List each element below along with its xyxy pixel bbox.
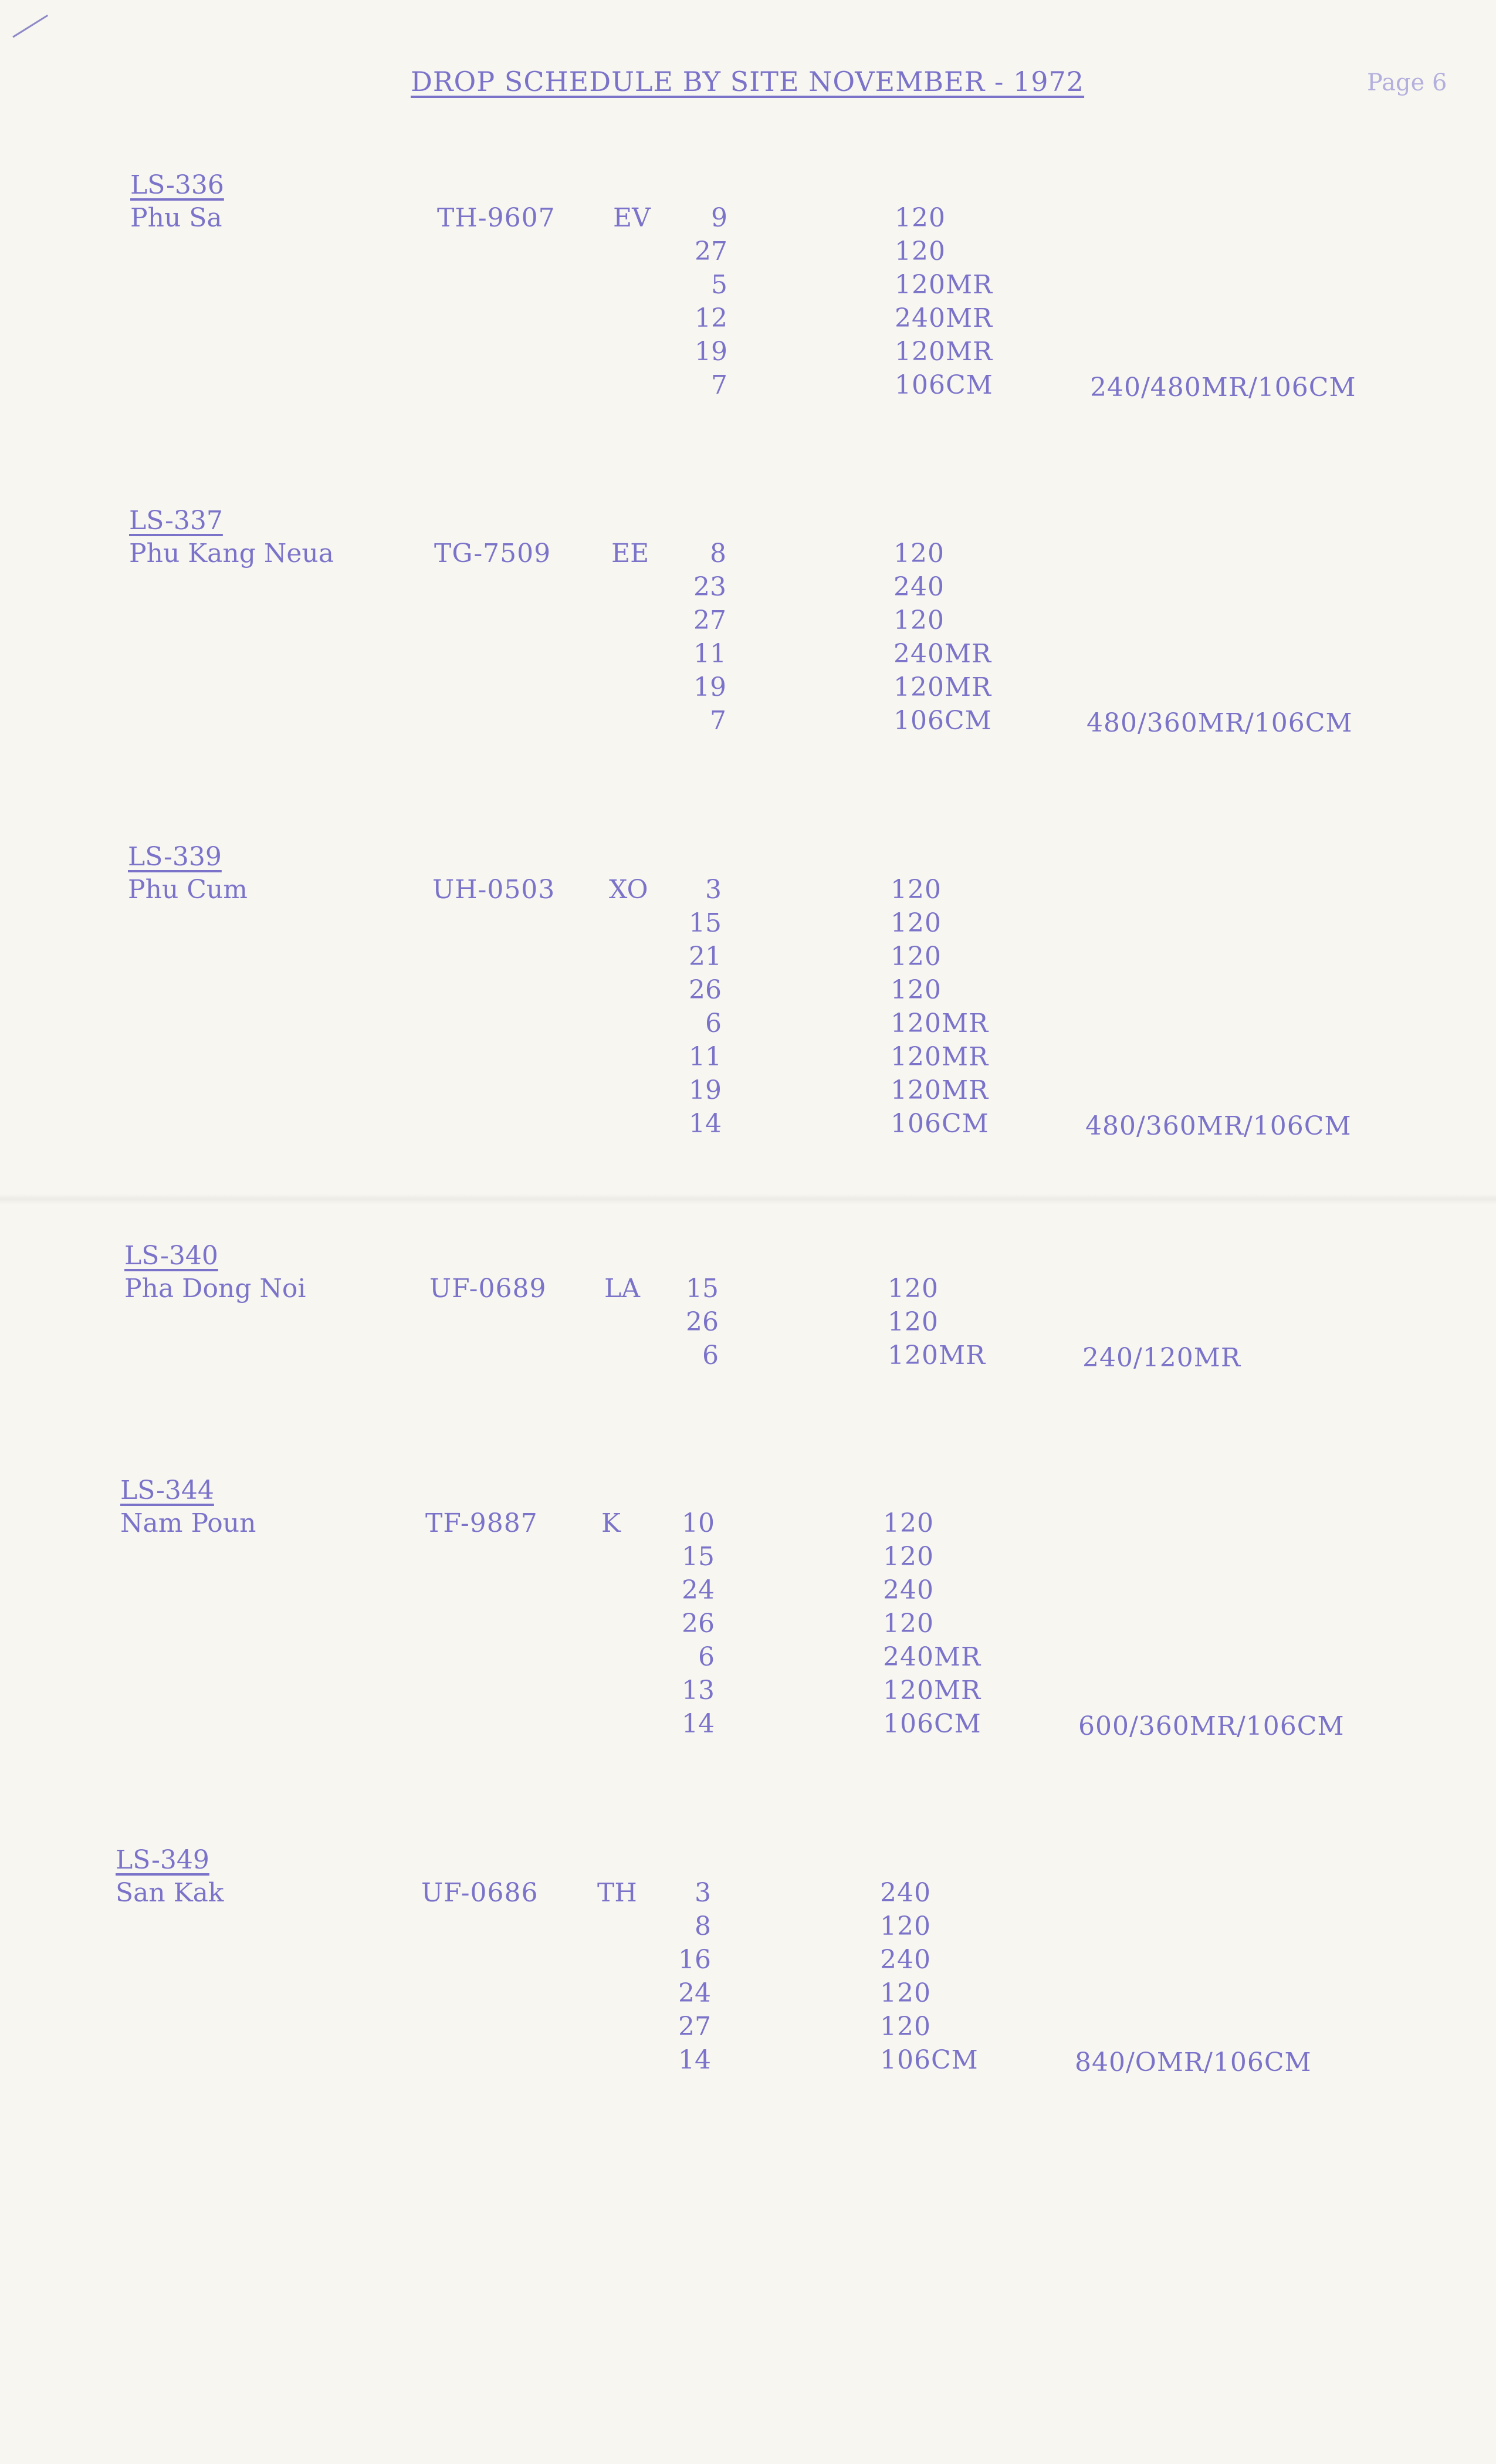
drop-quantity: 120: [880, 2012, 931, 2042]
drop-day: 9: [711, 203, 727, 233]
site-total: 480/360MR/106CM: [1085, 1111, 1352, 1141]
drop-day: 13: [682, 1676, 715, 1705]
drop-quantity: 120: [888, 1274, 939, 1304]
site-coordinates: UF-0686: [421, 1878, 539, 1908]
drop-row: [129, 706, 1496, 739]
drop-quantity: 120MR: [893, 672, 992, 702]
drop-day: 26: [686, 1307, 719, 1337]
drop-row: [128, 1008, 1496, 1042]
drop-quantity: 240MR: [883, 1642, 981, 1672]
site-name: San Kak: [116, 1878, 224, 1908]
drop-row: [130, 337, 1496, 370]
site-id: LS-337: [129, 506, 223, 536]
site-total: 240/120MR: [1082, 1343, 1241, 1373]
drop-quantity: 120MR: [891, 1042, 989, 1072]
drop-row: [129, 572, 1496, 605]
drop-day: 14: [682, 1709, 715, 1739]
drop-quantity: 120MR: [891, 1008, 989, 1038]
drop-row: [124, 1307, 1496, 1341]
drop-row: [128, 875, 1496, 908]
drop-day: 27: [678, 2012, 711, 2042]
drop-row: [116, 2012, 1496, 2045]
drop-row: [116, 1945, 1496, 1978]
drop-row: [120, 1676, 1496, 1709]
drop-row: [128, 975, 1496, 1008]
drop-quantity: 240: [880, 1945, 931, 1975]
drop-day: 8: [710, 539, 726, 568]
drop-row: [130, 370, 1496, 404]
drop-row: [128, 1109, 1496, 1142]
drop-row: [129, 539, 1496, 572]
drop-day: 6: [702, 1341, 719, 1370]
pen-mark: [0, 0, 48, 38]
drop-row: [130, 303, 1496, 337]
drop-day: 14: [689, 1109, 722, 1139]
drop-row: [116, 2045, 1496, 2079]
drop-quantity: 120: [891, 875, 942, 905]
drop-day: 16: [678, 1945, 711, 1975]
drop-quantity: 106CM: [893, 706, 992, 736]
site-total: 240/480MR/106CM: [1090, 373, 1356, 402]
drop-quantity: 120: [895, 203, 946, 233]
site-coordinates: UH-0503: [432, 875, 556, 905]
drop-row: [130, 236, 1496, 270]
site-total: 840/OMR/106CM: [1075, 2047, 1312, 2077]
site-coordinates: TH-9607: [437, 203, 556, 233]
drop-quantity: 120: [895, 236, 946, 266]
drop-quantity: 240MR: [895, 303, 993, 333]
site-id: LS-336: [130, 170, 224, 200]
drop-quantity: 120: [883, 1508, 934, 1538]
drop-row: [120, 1642, 1496, 1676]
drop-day: 14: [678, 2045, 711, 2075]
drop-quantity: 106CM: [895, 370, 993, 400]
site-code: XO: [609, 875, 648, 905]
drop-quantity: 240: [883, 1575, 934, 1605]
drop-quantity: 106CM: [891, 1109, 989, 1139]
paper-fold: [0, 1194, 1496, 1204]
drop-quantity: 106CM: [883, 1709, 981, 1739]
drop-day: 27: [693, 605, 726, 635]
site-coordinates: TF-9887: [425, 1508, 538, 1538]
drop-row: [129, 639, 1496, 672]
drop-row: [128, 908, 1496, 942]
drop-quantity: 120: [883, 1542, 934, 1572]
drop-day: 19: [689, 1075, 722, 1105]
drop-row: [128, 942, 1496, 975]
drop-quantity: 240: [893, 572, 945, 602]
site-name: Phu Cum: [128, 875, 248, 905]
site-coordinates: TG-7509: [434, 539, 551, 568]
site-coordinates: UF-0689: [429, 1274, 547, 1304]
drop-row: [129, 605, 1496, 639]
site-name: Phu Kang Neua: [129, 539, 334, 568]
drop-day: 15: [686, 1274, 719, 1304]
drop-day: 8: [695, 1911, 711, 1941]
drop-day: 3: [705, 875, 722, 905]
drop-day: 11: [693, 639, 726, 669]
drop-day: 26: [689, 975, 722, 1005]
drop-quantity: 120: [883, 1609, 934, 1639]
drop-row: [129, 672, 1496, 706]
drop-day: 12: [695, 303, 727, 333]
site-total: 480/360MR/106CM: [1087, 708, 1353, 738]
drop-day: 10: [682, 1508, 715, 1538]
site-code: EE: [611, 539, 649, 568]
drop-day: 24: [682, 1575, 715, 1605]
site-code: K: [601, 1508, 621, 1538]
drop-day: 11: [689, 1042, 722, 1072]
site-code: EV: [613, 203, 651, 233]
site-name: Phu Sa: [130, 203, 222, 233]
drop-quantity: 120: [893, 605, 945, 635]
drop-row: [120, 1542, 1496, 1575]
drop-day: 7: [711, 370, 727, 400]
drop-row: [130, 270, 1496, 303]
drop-row: [128, 1075, 1496, 1109]
drop-row: [128, 1042, 1496, 1075]
drop-quantity: 120: [891, 975, 942, 1005]
drop-quantity: 106CM: [880, 2045, 979, 2075]
drop-row: [120, 1709, 1496, 1742]
site-total: 600/360MR/106CM: [1078, 1711, 1345, 1741]
drop-day: 23: [693, 572, 726, 602]
drop-day: 24: [678, 1978, 711, 2008]
site-id: LS-339: [128, 842, 222, 872]
drop-quantity: 120: [891, 942, 942, 972]
drop-day: 7: [710, 706, 726, 736]
drop-row: [130, 203, 1496, 236]
drop-day: 3: [695, 1878, 711, 1908]
site-id: LS-344: [120, 1475, 214, 1505]
drop-quantity: 120MR: [888, 1341, 986, 1370]
drop-row: [116, 1911, 1496, 1945]
drop-day: 15: [689, 908, 722, 938]
drop-row: [120, 1575, 1496, 1609]
drop-day: 19: [693, 672, 726, 702]
drop-day: 15: [682, 1542, 715, 1572]
drop-quantity: 120: [893, 539, 945, 568]
drop-row: [124, 1274, 1496, 1307]
drop-day: 19: [695, 337, 727, 367]
site-id: LS-349: [116, 1845, 209, 1875]
drop-day: 21: [689, 942, 722, 972]
drop-quantity: 120MR: [891, 1075, 989, 1105]
page-title: DROP SCHEDULE BY SITE NOVEMBER - 1972: [411, 66, 1085, 97]
drop-quantity: 120MR: [895, 270, 993, 300]
drop-day: 6: [698, 1642, 715, 1672]
drop-quantity: 120: [888, 1307, 939, 1337]
site-name: Pha Dong Noi: [124, 1274, 306, 1304]
drop-row: [124, 1341, 1496, 1374]
site-id: LS-340: [124, 1241, 218, 1271]
page-number: Page 6: [1367, 69, 1447, 96]
drop-row: [116, 1978, 1496, 2012]
drop-quantity: 120: [880, 1911, 931, 1941]
drop-day: 27: [695, 236, 727, 266]
site-code: TH: [597, 1878, 637, 1908]
drop-quantity: 240: [880, 1878, 931, 1908]
drop-row: [120, 1609, 1496, 1642]
drop-day: 6: [705, 1008, 722, 1038]
drop-row: [120, 1508, 1496, 1542]
drop-quantity: 120: [891, 908, 942, 938]
site-name: Nam Poun: [120, 1508, 256, 1538]
drop-quantity: 120MR: [883, 1676, 981, 1705]
drop-day: 5: [711, 270, 727, 300]
drop-row: [116, 1878, 1496, 1911]
drop-day: 26: [682, 1609, 715, 1639]
drop-quantity: 120: [880, 1978, 931, 2008]
site-code: LA: [604, 1274, 640, 1304]
drop-quantity: 240MR: [893, 639, 992, 669]
drop-quantity: 120MR: [895, 337, 993, 367]
